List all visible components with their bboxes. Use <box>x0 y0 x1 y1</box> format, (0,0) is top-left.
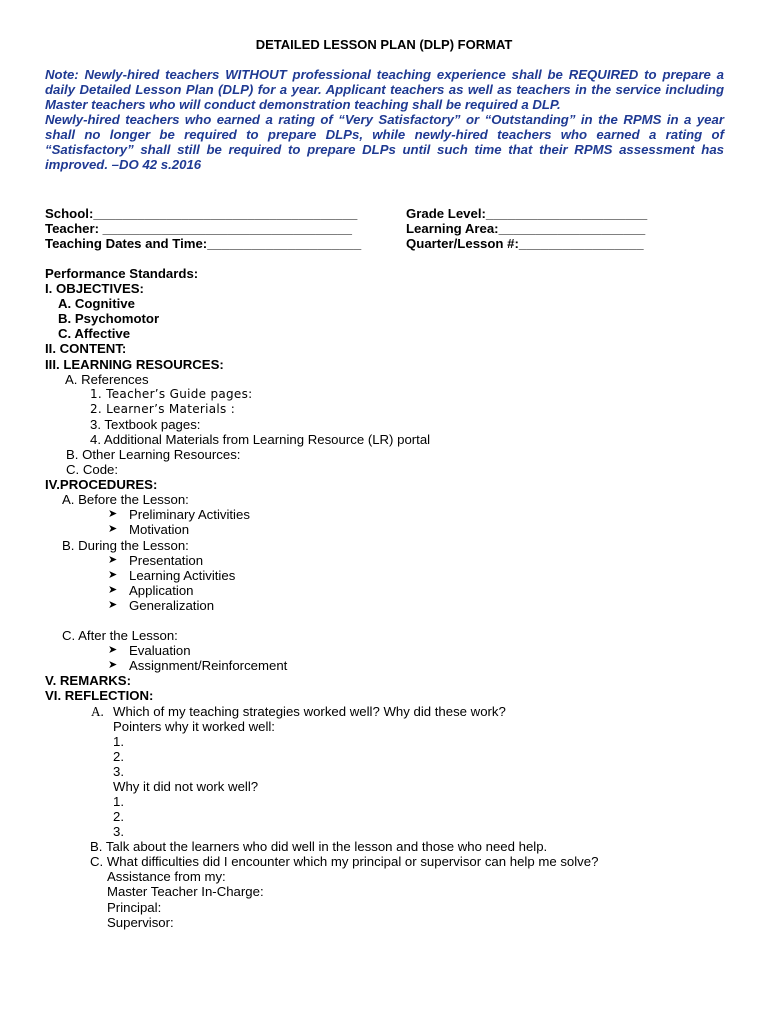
preliminary-activities-item: Preliminary Activities <box>129 507 250 522</box>
arrow-bullet-icon: ➤ <box>108 599 118 611</box>
content-heading: II. CONTENT: <box>45 341 127 356</box>
assistance-label: Assistance from my: <box>107 869 226 884</box>
supervisor-label: Supervisor: <box>107 915 174 930</box>
objective-affective: C. Affective <box>58 326 131 341</box>
learning-resources-heading: III. LEARNING RESOURCES: <box>45 357 224 372</box>
document-title: DETAILED LESSON PLAN (DLP) FORMAT <box>255 37 513 52</box>
not-work-label: Why it did not work well? <box>113 779 259 794</box>
during-lesson-item: B. During the Lesson: <box>62 538 189 553</box>
school-field: School:____________________________________ <box>45 206 358 221</box>
learning-area-field: Learning Area:____________________ <box>406 221 646 236</box>
objective-cognitive: A. Cognitive <box>58 296 135 311</box>
after-lesson-item: C. After the Lesson: <box>62 628 178 643</box>
objective-psychomotor: B. Psychomotor <box>58 311 160 326</box>
code-item: C. Code: <box>66 462 119 477</box>
teacher-field: Teacher: __________________________________ <box>45 221 353 236</box>
reflection-a-question: Which of my teaching strategies worked well? Why did these work? <box>113 704 506 719</box>
arrow-bullet-icon: ➤ <box>108 508 118 520</box>
pointer-number: 3. <box>113 824 124 839</box>
objectives-heading: I. OBJECTIVES: <box>45 281 144 296</box>
quarter-lesson-field: Quarter/Lesson #:_________________ <box>406 236 644 251</box>
note-paragraph-1: Note: Newly-hired teachers WITHOUT professional teaching experience shall be REQUIRED to prepare a daily Detailed Lesson Plan (DLP) for a year. Applicant teachers as well as teachers in the service including Master teachers who will conduct demonstration teaching shall be required a DLP. <box>45 67 724 112</box>
before-lesson-item: A. Before the Lesson: <box>62 492 189 507</box>
textbook-pages-item: 3. Textbook pages: <box>90 417 201 432</box>
reflection-b-question: B. Talk about the learners who did well in the lesson and those who need help. <box>90 839 548 854</box>
generalization-item: Generalization <box>129 598 215 613</box>
grade-level-field: Grade Level:______________________ <box>406 206 648 221</box>
arrow-bullet-icon: ➤ <box>108 659 118 671</box>
reflection-c-question: C. What difficulties did I encounter which my principal or supervisor can help me solve? <box>90 854 599 869</box>
pointer-number: 3. <box>113 764 124 779</box>
remarks-heading: V. REMARKS: <box>45 673 131 688</box>
pointers-label: Pointers why it worked well: <box>113 719 275 734</box>
note-paragraph-2: Newly-hired teachers who earned a rating of “Very Satisfactory” or “Outstanding” in the RPMS in a year shall no longer be required to prepare DLPs, while newly-hired teachers who earned a rating of “Satisfactory” shall still be required to prepare DLPs until such time that their RPMS assessment has improved. –DO 42 s.2016 <box>45 112 724 172</box>
teaching-dates-field: Teaching Dates and Time:_____________________ <box>45 236 362 251</box>
learners-materials-item: 2. Learner’s Materials : <box>90 402 236 416</box>
presentation-item: Presentation <box>129 553 204 568</box>
reflection-a-letter: A. <box>91 704 104 719</box>
additional-materials-item: 4. Additional Materials from Learning Resource (LR) portal <box>90 432 431 447</box>
pointer-number: 1. <box>113 794 124 809</box>
pointer-number: 2. <box>113 809 124 824</box>
arrow-bullet-icon: ➤ <box>108 554 118 566</box>
principal-label: Principal: <box>107 900 162 915</box>
teachers-guide-item: 1. Teacher’s Guide pages: <box>90 387 253 401</box>
reflection-heading: VI. REFLECTION: <box>45 688 154 703</box>
pointer-number: 2. <box>113 749 124 764</box>
evaluation-item: Evaluation <box>129 643 191 658</box>
master-teacher-label: Master Teacher In-Charge: <box>107 884 264 899</box>
performance-standards-heading: Performance Standards: <box>45 266 199 281</box>
pointer-number: 1. <box>113 734 124 749</box>
arrow-bullet-icon: ➤ <box>108 584 118 596</box>
assignment-item: Assignment/Reinforcement <box>129 658 288 673</box>
motivation-item: Motivation <box>129 522 190 537</box>
references-item: A. References <box>65 372 149 387</box>
arrow-bullet-icon: ➤ <box>108 644 118 656</box>
other-resources-item: B. Other Learning Resources: <box>66 447 241 462</box>
application-item: Application <box>129 583 194 598</box>
procedures-heading: IV.PROCEDURES: <box>45 477 158 492</box>
arrow-bullet-icon: ➤ <box>108 523 118 535</box>
note-block <box>45 67 724 172</box>
arrow-bullet-icon: ➤ <box>108 569 118 581</box>
learning-activities-item: Learning Activities <box>129 568 236 583</box>
